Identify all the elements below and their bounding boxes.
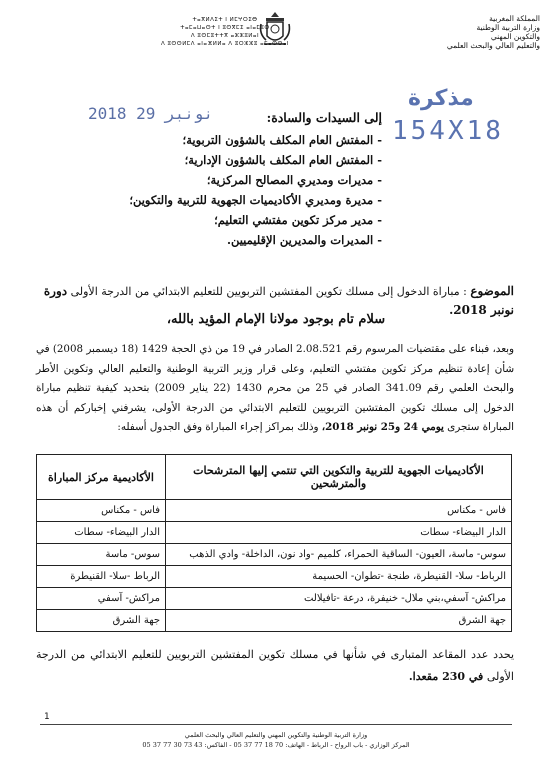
table-cell: جهة الشرق bbox=[37, 610, 166, 632]
recipient-item: - المديرات والمديرين الإقليميين. bbox=[226, 233, 382, 247]
column-header-academies: الأكاديميات الجهوية للتربية والتكوين التي تنتمي إليها المترشحات والمترشحين bbox=[166, 455, 512, 500]
body-text: وبعد، فبناء على مقتضيات المرسوم رقم 2.08.521 الصادر في 19 من ذي الحجة 1429 (18 ديسمبر 2008) في شأن إعادة تنظيم مركز تكوين مفتشي التعليم، وعلى قرار وزير التربية الوطنية والتعليم العالي وتكوين الأطر والبحث العلمي رقم 341.09 الصادر في 25 من محرم 1430 (22 يناير 2009) بتحديد كيفية تنظيم مباراة الدخول إلى مسلك تكوين المفتشين التربويين للتعليم الابتدائي من الدرجة الأولى، يشرفني إخباركم أن هذه المباراة ستجرى bbox=[36, 343, 515, 433]
page-number: 1 bbox=[44, 712, 50, 722]
exam-dates: يومي 24 و25 نونبر 2018، bbox=[321, 421, 444, 433]
ministry-line: والتكوين المهني bbox=[490, 32, 540, 41]
body-paragraph bbox=[36, 340, 514, 438]
page-footer bbox=[60, 730, 492, 750]
recipients-list bbox=[122, 108, 382, 250]
tifinagh-line: ⴷ ⵓⵙⵎⵓⵜⵜⴳ ⴰⵣⵣⵓⵍⴰⵏ bbox=[190, 33, 260, 39]
table-cell: الرباط- سلا- القنيطرة، طنجة -تطوان- الحسيمة bbox=[166, 566, 512, 588]
table-cell: فاس - مكناس bbox=[37, 500, 166, 522]
tifinagh-line: ⵜⴰⴳⵍⴷⵉⵜ ⵏ ⵍⵎⵖⵔⵉⴱ bbox=[192, 17, 258, 23]
footer-divider bbox=[40, 724, 512, 725]
memo-stamp-number: 154X18 bbox=[392, 116, 504, 146]
ministry-header-tifinagh bbox=[160, 16, 290, 48]
table-cell: فاس - مكناس bbox=[166, 500, 512, 522]
subject-label: الموضوع bbox=[470, 284, 514, 298]
table-cell: الدار البيضاء- سطات bbox=[166, 522, 512, 544]
table-row bbox=[37, 588, 512, 610]
closing-paragraph bbox=[36, 644, 514, 688]
recipient-item: - مديرات ومديري المصالح المركزية؛ bbox=[206, 173, 382, 187]
subject-session: دورة نونبر 2018. bbox=[43, 284, 514, 317]
table-cell: سوس- ماسة bbox=[37, 544, 166, 566]
salutation: سلام تام بوجود مولانا الإمام المؤيد بالله، bbox=[166, 312, 386, 327]
table-cell: جهة الشرق bbox=[166, 610, 512, 632]
tifinagh-line: ⵜⴰⵎⴰⵡⴰⵙⵜ ⵏ ⵓⵙⴳⵎⵉ ⴰⵏⴰⵎⵓⵔ bbox=[180, 25, 270, 31]
column-header-center: الأكاديمية مركز المباراة bbox=[37, 455, 166, 500]
recipients-heading: إلى السيدات والسادة: bbox=[266, 110, 382, 125]
ministry-line: وزارة التربية الوطنية bbox=[476, 23, 540, 32]
memo-stamp-label: مذكرة bbox=[408, 86, 474, 111]
table-cell: سوس- ماسة، العيون- الساقية الحمراء، كلميم -واد نون، الداخلة- وادي الذهب bbox=[166, 544, 512, 566]
recipient-item: - مديرة ومديري الأكاديميات الجهوية للتربية والتكوين؛ bbox=[129, 193, 382, 207]
footer-line: المركز الوزاري - باب الرواح - الرباط - الهاتف: 70 18 77 37 05 - الفاكس: 43 73 30 77 37 05 bbox=[142, 741, 410, 749]
footer-line: وزارة التربية الوطنية والتكوين المهني والتعليم العالي والبحث العلمي bbox=[184, 731, 368, 739]
table-header-row bbox=[37, 455, 512, 500]
table-row bbox=[37, 544, 512, 566]
recipient-item: - المفتش العام المكلف بالشؤون الإدارية؛ bbox=[184, 153, 382, 167]
ministry-header-arabic bbox=[400, 14, 540, 50]
table-row bbox=[37, 610, 512, 632]
exam-centers-table bbox=[36, 454, 512, 632]
table-row bbox=[37, 566, 512, 588]
recipient-item: - مدير مركز تكوين مفتشي التعليم؛ bbox=[214, 213, 382, 227]
table-cell: الرباط -سلا- القنيطرة bbox=[37, 566, 166, 588]
tifinagh-line: ⴷ ⵓⵙⵙⵍⵎⴷ ⴰⵏⴰⴼⵍⵍⴰ ⴷ ⵓⵔⵣⵣⵓ ⴰⵎⴰⵙⵙⴰⵏ bbox=[160, 41, 290, 47]
table-cell: الدار البيضاء- سطات bbox=[37, 522, 166, 544]
table-row bbox=[37, 522, 512, 544]
table-cell: مراكش- آسفي bbox=[37, 588, 166, 610]
recipient-item: - المفتش العام المكلف بالشؤون التربوية؛ bbox=[182, 133, 382, 147]
body-tail: وذلك بمراكز إجراء المباراة وفق الجدول أسفله: bbox=[117, 421, 319, 433]
table-row bbox=[37, 500, 512, 522]
date-stamp: 2018 نونبر 29 bbox=[88, 104, 214, 123]
ministry-line: المملكة المغربية bbox=[489, 14, 540, 23]
table-cell: مراكش- آسفي،بني ملال- خنيفرة، درعة -تافيلالت bbox=[166, 588, 512, 610]
closing-text: يحدد عدد المقاعد المتبارى في شأنها في مسلك تكوين المفتشين التربويين للتعليم الابتدائي من الدرجة الأولى bbox=[36, 648, 514, 683]
subject-text: : مباراة الدخول إلى مسلك تكوين المفتشين التربويين للتعليم الابتدائي من الدرجة الأولى bbox=[70, 285, 467, 298]
ministry-line: والتعليم العالي والبحث العلمي bbox=[446, 41, 540, 50]
seat-count: في 230 مقعدا. bbox=[408, 670, 484, 683]
